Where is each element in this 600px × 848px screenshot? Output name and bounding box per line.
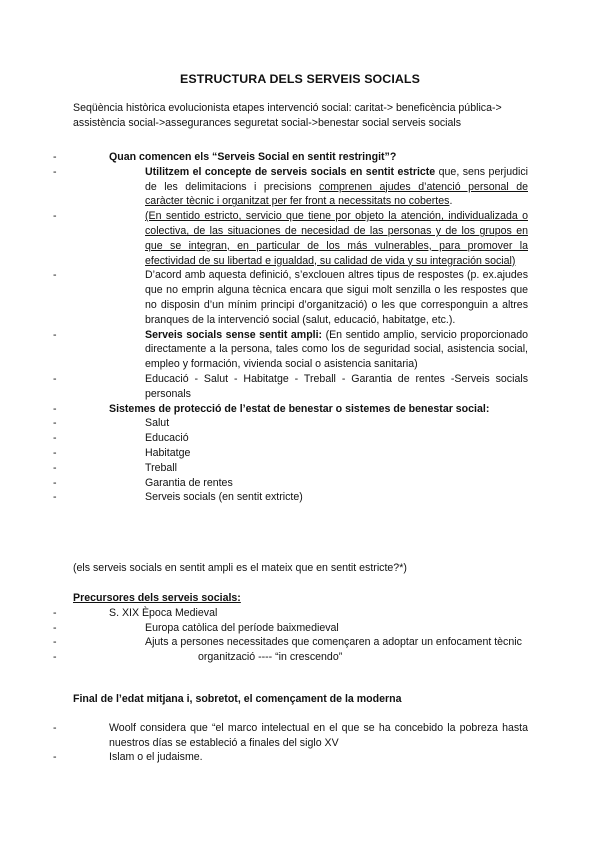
list-item xyxy=(53,446,528,461)
dash-bullet: - xyxy=(53,210,57,223)
text: D’acord amb aquesta definició, s’exclouen altres tipus de respostes (p. ex.ajudes que no emprin alguna tècnica encara que sigui molt senzilla o les respostes que no disposin d’un mínim principi d’organització) o les que corresponguin a altres branques de la intervenció social (salut, educació, habitatge, etc.). xyxy=(145,269,528,326)
system-item: Habitatge xyxy=(145,446,191,459)
dash-bullet: - xyxy=(53,476,57,489)
list-item xyxy=(53,328,528,372)
section-heading: Final de l’edat mitjana i, sobretot, el començament de la moderna xyxy=(73,693,402,705)
list-item xyxy=(53,650,528,665)
page-title: ESTRUCTURA DELS SERVEIS SOCIALS xyxy=(180,72,420,86)
dash-bullet: - xyxy=(53,417,57,430)
list-item xyxy=(53,416,528,431)
dash-bullet: - xyxy=(53,372,57,385)
bold-term: Serveis socials sense sentit ampli: xyxy=(145,328,323,341)
dash-bullet: - xyxy=(53,751,57,764)
system-item: Garantia de rentes xyxy=(145,476,233,489)
list-item xyxy=(53,476,528,491)
list-item xyxy=(53,150,528,165)
list-item xyxy=(53,635,528,650)
dash-bullet: - xyxy=(53,165,57,178)
system-item: Serveis socials (en sentit extricte) xyxy=(145,491,303,504)
section-final-edat-mitjana xyxy=(53,692,528,765)
list-item xyxy=(53,372,528,402)
list-item xyxy=(53,431,528,446)
list-item xyxy=(53,606,528,621)
list-item xyxy=(53,268,528,327)
system-item: Educació xyxy=(145,432,189,445)
section-serveis-restringit xyxy=(53,150,528,505)
list-item xyxy=(53,621,528,636)
intro-line-2: assistència social->assegurances seguretat social->benestar social serveis socials xyxy=(73,116,462,129)
system-item: Salut xyxy=(145,417,170,430)
underlined-text: (En sentido estricto, servicio que tiene por objeto la atención, individualizada o colectiva, de las situaciones de necesidad de las personas y de los grupos en que se integran, en particular de los más vulnerables, para promover la efectividad de su libertad e igualdad, su calidad de vida y su integración social) xyxy=(145,210,528,267)
text: Europa catòlica del període baixmedieval xyxy=(145,621,339,634)
text: Woolf considera que “el marco intelectual en el que se ha concebido la pobreza hasta nuestros días se estableció a finales del siglo XV xyxy=(109,721,528,749)
text-fragment: (En sentido amplio, servicio proporcionado directamente a la persona, tales como los de seguridad social, asistencia social, empleo y formación, vivienda social o asistencia sanitaria) xyxy=(145,328,528,371)
list-item xyxy=(53,402,528,417)
text: organització ---- “in crescendo” xyxy=(198,651,343,664)
text-fragment: que, sens perjudici de les delimitacions i precisions xyxy=(145,165,528,193)
text: S. XIX Època Medieval xyxy=(109,606,218,619)
dash-bullet: - xyxy=(53,432,57,445)
underlined-text: comprenen ajudes d’atenció personal de caràcter tècnic i organitzat per fer front a necessitats no cobertes xyxy=(145,180,528,208)
list-item xyxy=(53,721,528,751)
text: Educació - Salut - Habitatge - Treball - Garantia de rentes -Serveis socials personals xyxy=(145,372,528,400)
list-item xyxy=(53,461,528,476)
text: Ajuts a persones necessitades que començaren a adoptar un enfocament tècnic xyxy=(145,636,522,649)
dash-bullet: - xyxy=(53,269,57,282)
section-precursors xyxy=(53,591,528,665)
dash-bullet: - xyxy=(53,621,57,634)
dash-bullet: - xyxy=(53,446,57,459)
dash-bullet: - xyxy=(53,328,57,341)
dash-bullet: - xyxy=(53,151,57,163)
intro-line-1: Seqüència històrica evolucionista etapes intervenció social: caritat-> beneficència pública-> xyxy=(73,102,502,114)
dash-bullet: - xyxy=(53,651,57,664)
dash-bullet: - xyxy=(53,461,57,474)
system-item: Treball xyxy=(145,461,177,474)
bold-term: Utilitzem el concepte de serveis socials en sentit estricte xyxy=(145,165,436,178)
list-item xyxy=(53,209,528,268)
section-heading: Quan comencen els “Serveis Social en sentit restringit”? xyxy=(109,151,397,163)
intro-paragraph xyxy=(73,101,528,131)
dash-bullet: - xyxy=(53,491,57,504)
list-item xyxy=(53,165,528,209)
list-item xyxy=(53,490,528,505)
list-item xyxy=(53,750,528,765)
dash-bullet: - xyxy=(53,636,57,649)
section-heading: Precursores dels serveis socials: xyxy=(73,592,241,604)
dash-bullet: - xyxy=(53,402,57,415)
text-fragment: . xyxy=(449,195,453,208)
dash-bullet: - xyxy=(53,721,57,734)
dash-bullet: - xyxy=(53,606,57,619)
section-heading: Sistemes de protecció de l’estat de benestar o sistemes de benestar social: xyxy=(109,402,490,415)
question-paragraph: (els serveis socials en sentit ampli es el mateix que en sentit estricte?*) xyxy=(73,562,407,574)
text: Islam o el judaisme. xyxy=(109,751,203,764)
